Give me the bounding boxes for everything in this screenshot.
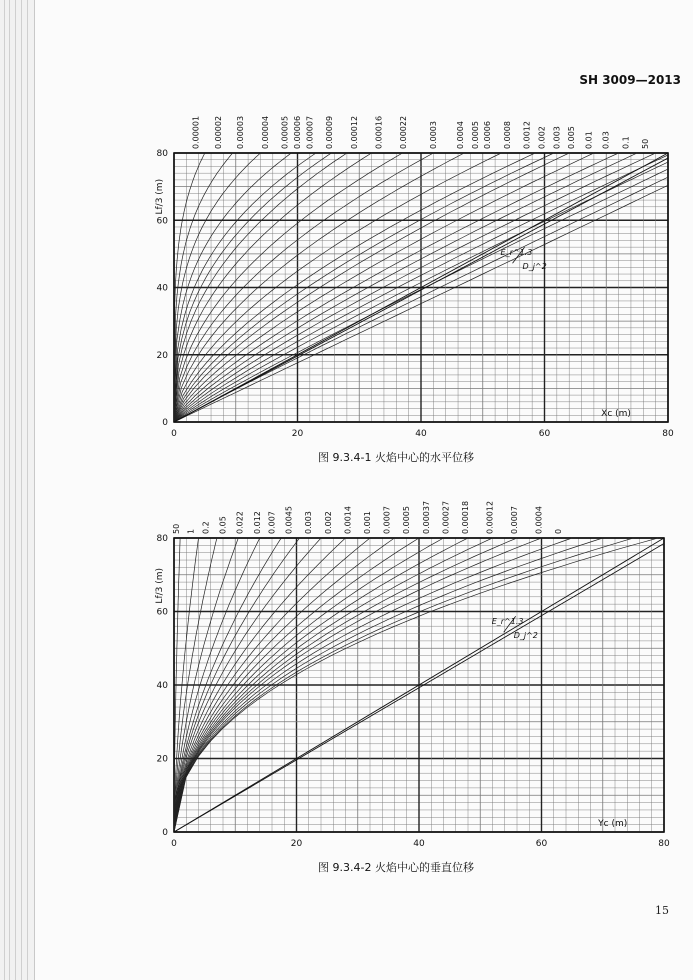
x-tick-label: 0: [171, 839, 177, 849]
curve-label: 0.0007: [382, 506, 392, 534]
curve-label: 50: [171, 523, 181, 534]
curve-label: 0.007: [267, 511, 277, 534]
x-tick-label: 60: [535, 839, 548, 849]
curve-label: 0.00012: [485, 500, 495, 534]
curve-label: 0.00018: [461, 500, 470, 534]
curve-label: 0.002: [537, 126, 547, 149]
curve-label: 0.003: [304, 511, 314, 534]
curve-label: 0.00007: [305, 115, 315, 149]
x-axis-label: Yc (m): [598, 819, 628, 829]
curve-label: 0.003: [552, 126, 562, 149]
y-tick-label: 40: [156, 681, 168, 691]
curve-label: 0.0007: [510, 506, 519, 534]
curve-label: 0.0005: [402, 506, 412, 534]
curve-label: 0.022: [235, 511, 245, 534]
curve-label: 0.00016: [374, 115, 384, 149]
curve-label: 0.00022: [399, 115, 409, 149]
curve-label: 0.0045: [284, 506, 294, 534]
curve-label: 0.00006: [292, 115, 302, 149]
curve-label: 0.005: [567, 126, 577, 149]
curve-label: 0.0005: [470, 121, 480, 149]
curve-label: 0.2: [201, 521, 211, 534]
x-tick-label: 40: [415, 429, 427, 439]
document-header: SH 3009—2013: [579, 73, 681, 87]
curve-label: 0.00037: [421, 500, 431, 534]
curve-label: 0.012: [252, 511, 262, 534]
curve-label: 0.0004: [534, 506, 544, 534]
curve-label: 1: [186, 528, 196, 534]
curve-label: 0.0008: [502, 121, 512, 149]
curve-label: 0.002: [323, 511, 333, 534]
horizontal-displacement-chart: [120, 100, 685, 440]
annotation-numerator: E_r^1.3: [491, 617, 524, 627]
curve-label: 0.0004: [455, 121, 465, 149]
y-tick-label: 0: [162, 418, 168, 428]
curve-label: 0.0006: [483, 121, 493, 149]
curve-label: 0.00009: [325, 115, 335, 149]
curve-label: 0.00004: [260, 115, 270, 149]
x-tick-label: 60: [538, 429, 551, 439]
vertical-displacement-chart: [120, 495, 685, 855]
y-tick-label: 60: [156, 607, 168, 618]
curve-label: 0.03: [601, 131, 611, 149]
curve-label: 0.00001: [191, 115, 201, 149]
x-tick-label: 80: [662, 429, 674, 439]
annotation-numerator: E_r^1.3: [500, 248, 533, 258]
figure-caption-2: 图 9.3.4-2 火焰中心的垂直位移: [318, 861, 474, 874]
curve-label: 50: [641, 138, 651, 149]
annotation-denominator: D_j^2: [513, 631, 538, 641]
x-axis-label: Xc (m): [601, 409, 631, 419]
curve-label: 0.0014: [343, 506, 353, 534]
curve-label: 0.05: [218, 516, 228, 534]
y-axis-label: Lf/3 (m): [155, 178, 165, 215]
x-tick-label: 80: [658, 839, 670, 849]
x-tick-label: 0: [171, 429, 177, 439]
curve-label: 0.001: [363, 511, 372, 534]
y-tick-label: 20: [156, 350, 168, 361]
curve-label: 0.01: [584, 131, 594, 149]
curve-label: 0.00012: [349, 115, 359, 149]
x-tick-label: 20: [291, 429, 304, 439]
curve-label: 0.00002: [213, 115, 223, 149]
y-tick-label: 20: [156, 754, 168, 765]
curve-label: 0.00003: [236, 115, 246, 149]
annotation-denominator: D_j^2: [522, 262, 547, 272]
page-number: 15: [655, 904, 669, 917]
x-tick-label: 40: [413, 839, 425, 849]
curve-label: 0.1: [621, 136, 631, 149]
curve-label: 0.00027: [441, 500, 451, 534]
curve-label: 0.0012: [522, 121, 532, 149]
y-tick-label: 40: [156, 283, 168, 294]
curve-label: 0.00005: [280, 115, 290, 149]
stacked-page-edges: [0, 0, 34, 980]
y-tick-label: 80: [156, 149, 168, 159]
y-axis-label: Lf/3 (m): [155, 567, 165, 604]
figure-caption-1: 图 9.3.4-1 火焰中心的水平位移: [318, 451, 474, 464]
y-tick-label: 60: [156, 216, 168, 227]
x-tick-label: 20: [290, 839, 303, 849]
curve-label: 0.0003: [428, 121, 438, 149]
curve-label: 0: [554, 528, 564, 534]
y-tick-label: 0: [162, 828, 168, 838]
y-tick-label: 80: [156, 534, 168, 544]
